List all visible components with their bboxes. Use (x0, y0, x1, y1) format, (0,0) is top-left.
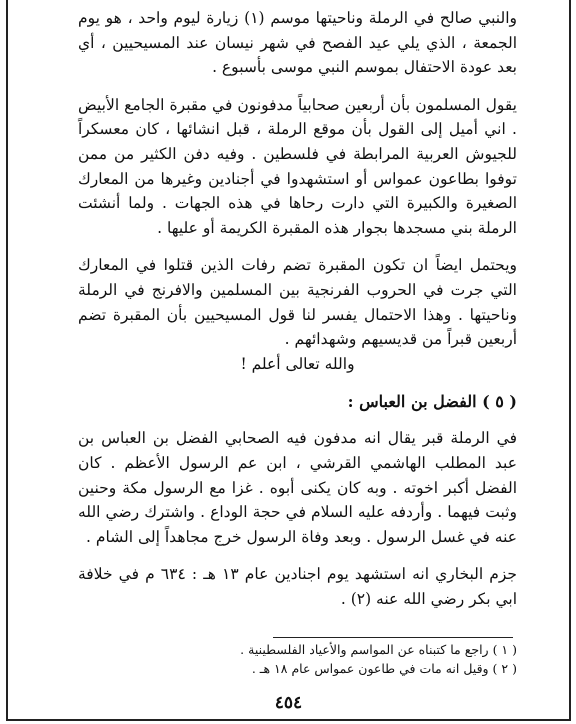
paragraph-crusader-wars: ويحتمل ايضاً ان تكون المقبرة تضم رفات الذين قتلوا في المعارك التي جرت في الحروب الفرنجية بين المسلمين والافرنج في الرملة وناحيتها . وهذا الاحتمال يفسر لنا قول المسيحيين بأن المقبرة تضم أربعين قبراً من قديسيهم وشهدائهم . (78, 256, 517, 349)
page-number: ٤٥٤ (274, 693, 303, 713)
paragraph-forty-companions: يقول المسلمون بأن أربعين صحابياً مدفونون في مقبرة الجامع الأبيض . اني أميل إلى القول بأن موقع الرملة ، قبل انشائها ، كان معسكراً للجيوش العربية المرابطة في فلسطين . وفيه دفن الكثير من ممن توفوا بطاعون عمواس أو استشهدوا في أجنادين وغيرها من المعارك الصغيرة والكبيرة التي دارت رحاها في هذه الجهات . ولما أنشئت الرملة بني مسجدها بجوار هذه المقبرة الكريمة أو عليها . (78, 95, 517, 237)
book-page (6, 0, 571, 721)
footnote-2: ( ٢ ) وقيل انه مات في طاعون عمواس عام ١٨ هـ . (251, 661, 517, 676)
paragraph-fadl-biography: في الرملة قبر يقال انه مدفون فيه الصحابي الفضل بن العباس بن عبد المطلب الهاشمي القرشي ، ابن عم الرسول الأعظم . كان الفضل أكبر اخوته . وبه كان يكنى أبوه . غزا مع الرسول مكة وحنين وثبت فيهما . وأردفه عليه السلام في حجة الوداع . واشترك رضي الله عنه في غسل الرسول . وبعد وفاة الرسول خرج مجاهداً إلى الشام . (78, 429, 517, 546)
paragraph-nabi-saleh: والنبي صالح في الرملة وناحيتها موسم (١) زيارة ليوم واحد ، هو يوم الجمعة ، الذي يلي عيد الفصح في شهر نيسان عند المسيحيين ، أي بعد عودة الاحتفال بموسم النبي موسى بأسبوع . (78, 9, 517, 77)
paragraph-bukhari: جزم البخاري انه استشهد يوم اجنادين عام ١٣ هـ : ٦٣٤ م في خلافة ابي بكر رضي الله عنه (٢) . (78, 565, 517, 608)
main-text (78, 6, 517, 611)
footnote-1: ( ١ ) راجع ما كتبناه عن المواسم والأعياد الفلسطينية . (240, 642, 517, 657)
footnotes (118, 640, 517, 678)
closing-line: والله تعالى أعلم ! (240, 354, 355, 373)
section-heading: ( ٥ ) الفضل بن العباس : (347, 392, 517, 412)
footnote-divider (273, 637, 513, 638)
